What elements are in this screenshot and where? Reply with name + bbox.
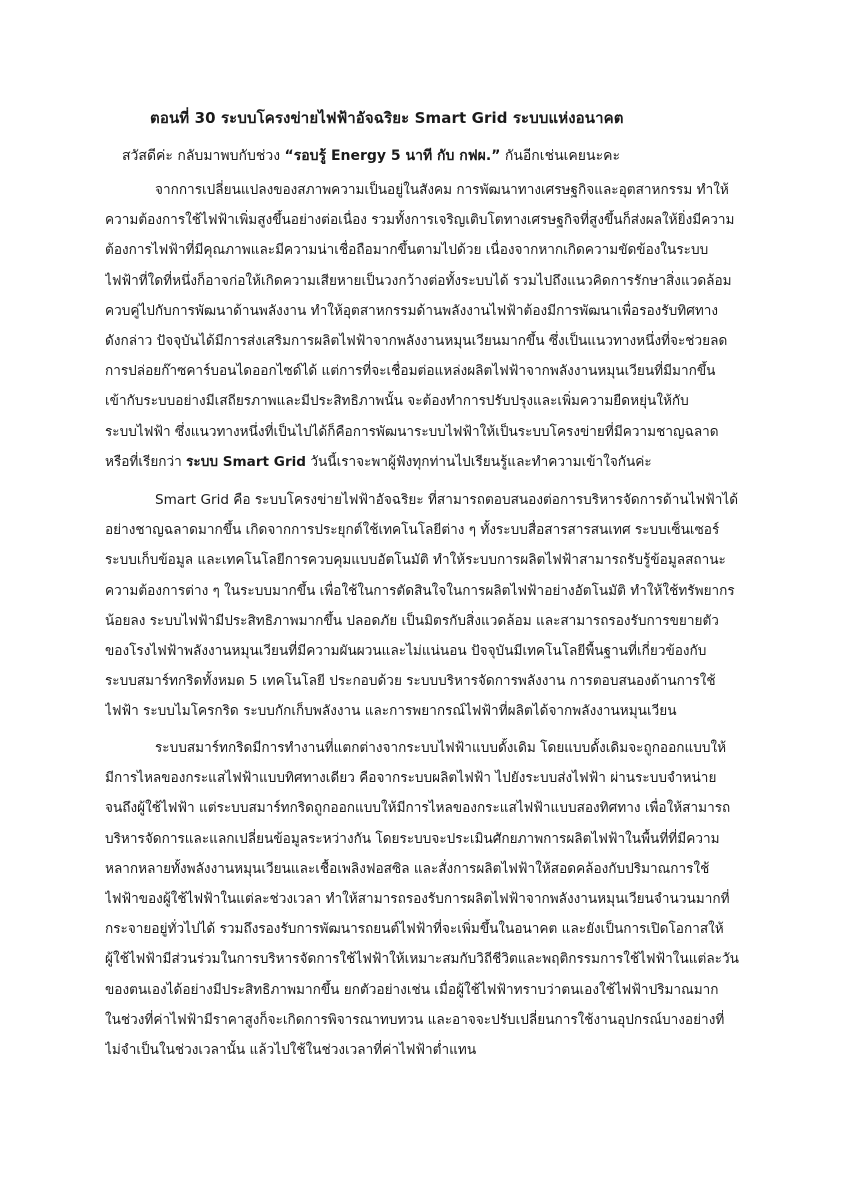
paragraph-line: ของโรงไฟฟ้าพลังงานหมุนเวียนที่มีความผันผวนและไม่แน่นอน ปัจจุบันมีเทคโนโลยีพื้นฐานที่เกี่ยวข้องกับ	[105, 642, 707, 659]
paragraph-line: บริหารจัดการและแลกเปลี่ยนข้อมูลระหว่างกัน โดยระบบจะประเมินศักยภาพการผลิตไฟฟ้าในพื้นที่ที่มีความ	[105, 830, 720, 847]
last-line-before: หรือที่เรียกว่า	[105, 453, 187, 470]
paragraph-line: มีการไหลของกระแสไฟฟ้าแบบทิศทางเดียว คือจากระบบผลิตไฟฟ้า ไปยังระบบส่งไฟฟ้า ผ่านระบบจำหน่าย	[105, 770, 717, 787]
paragraph-line: ระบบไฟฟ้า ซึ่งแนวทางหนึ่งที่เป็นไปได้ก็คือการพัฒนาระบบไฟฟ้าให้เป็นระบบโครงข่ายที่มีความชาญฉลาด	[105, 423, 719, 440]
paragraph-line: ของตนเองได้อย่างมีประสิทธิภาพมากขึ้น ยกตัวอย่างเช่น เมื่อผู้ใช้ไฟฟ้าทราบว่าตนเองใช้ไฟฟ้าปริมาณมาก	[105, 981, 719, 998]
paragraph-line: ไม่จำเป็นในช่วงเวลานั้น แล้วไปใช้ในช่วงเวลาที่ค่าไฟฟ้าต่ำแทน	[105, 1041, 477, 1058]
paragraph-line: ควบคู่ไปกับการพัฒนาด้านพลังงาน ทำให้อุตสาหกรรมด้านพลังงานไฟฟ้าต้องมีการพัฒนาเพื่อรองรับทิศทาง	[105, 302, 719, 319]
intro-after: กันอีกเช่นเคยนะคะ	[500, 148, 620, 164]
paragraph-line: ต้องการไฟฟ้าที่มีคุณภาพและมีความน่าเชื่อถือมากขึ้นตามไปด้วย เนื่องจากหากเกิดความขัดข้องในระบบ	[105, 242, 709, 259]
paragraph-line: ในช่วงที่ค่าไฟฟ้ามีราคาสูงก็จะเกิดการพิจารณาทบทวน และอาจจะปรับเปลี่ยนการใช้งานอุปกรณ์บางอย่างที่	[105, 1011, 725, 1028]
paragraph-line: ระบบสมาร์ทกริดทั้งหมด 5 เทคโนโลยี ประกอบด้วย ระบบบริหารจัดการพลังงาน การตอบสนองด้านการใช้	[105, 673, 716, 690]
paragraph-line: ระบบสมาร์ทกริดมีการทำงานที่แตกต่างจากระบบไฟฟ้าแบบดั้งเดิม โดยแบบดั้งเดิมจะถูกออกแบบให้	[155, 740, 727, 756]
paragraph-line: ไฟฟ้า ระบบไมโครกริด ระบบกักเก็บพลังงาน และการพยากรณ์ไฟฟ้าที่ผลิตได้จากพลังงานหมุนเวียน	[105, 703, 677, 720]
document-title: ตอนที่ 30 ระบบโครงข่ายไฟฟ้าอัจฉริยะ Smart Grid ระบบแห่งอนาคต	[150, 109, 624, 127]
paragraph-line: กระจายอยู่ทั่วไปได้ รวมถึงรองรับการพัฒนารถยนต์ไฟฟ้าที่จะเพิ่มขึ้นในอนาคต และยังเป็นการเปิดโอกาสให้	[105, 921, 724, 938]
smart-grid-term: ระบบ Smart Grid	[186, 453, 307, 470]
paragraph-line: ไฟฟ้าที่ใดที่หนึ่งก็อาจก่อให้เกิดความเสียหายเป็นวงกว้างต่อทั้งระบบได้ รวมไปถึงแนวคิดการรักษาสิ่งแวดล้อม	[105, 272, 732, 289]
paragraph-line: ไฟฟ้าของผู้ใช้ไฟฟ้าในแต่ละช่วงเวลา ทำให้สามารถรองรับการผลิตไฟฟ้าจากพลังงานหมุนเวียนจำนวนมากที่	[105, 890, 730, 907]
intro-program-name: “รอบรู้ Energy 5 นาที กับ กฟผ.”	[284, 148, 501, 164]
paragraph-line: การปล่อยก๊าซคาร์บอนไดออกไซด์ได้ แต่การที่จะเชื่อมต่อแหล่งผลิตไฟฟ้าจากพลังงานหมุนเวียนที่มีมากขึ้น	[105, 363, 716, 380]
paragraph-line: อย่างชาญฉลาดมากขึ้น เกิดจากการประยุกต์ใช้เทคโนโลยีต่าง ๆ ทั้งระบบสื่อสารสารสนเทศ ระบบเซ็นเซอร์	[105, 522, 720, 539]
paragraph-line: น้อยลง ระบบไฟฟ้ามีประสิทธิภาพมากขึ้น ปลอดภัย เป็นมิตรกับสิ่งแวดล้อม และสามารถรองรับการขยายตัว	[105, 612, 719, 629]
paragraph-2	[105, 490, 747, 732]
paragraph-line-last	[105, 452, 747, 482]
intro-line	[122, 146, 620, 166]
paragraph-line: จนถึงผู้ใช้ไฟฟ้า แต่ระบบสมาร์ทกริดถูกออกแบบให้มีการไหลของกระแสไฟฟ้าแบบสองทิศทาง เพื่อให้สามารถ	[105, 800, 731, 817]
paragraph-line: จากการเปลี่ยนแปลงของสภาพความเป็นอยู่ในสังคม การพัฒนาทางเศรษฐกิจและอุตสาหกรรม ทำให้	[155, 182, 729, 198]
intro-before: สวัสดีค่ะ กลับมาพบกับช่วง	[122, 148, 285, 164]
paragraph-line: ความต้องการต่าง ๆ ในระบบมากขึ้น เพื่อใช้ในการตัดสินใจในการผลิตไฟฟ้าอย่างอัตโนมัติ ทำให้ใช้ทรัพยากร	[105, 582, 735, 599]
paragraph-line: ผู้ใช้ไฟฟ้ามีส่วนร่วมในการบริหารจัดการใช้ไฟฟ้าให้เหมาะสมกับวิถีชีวิตและพฤติกรรมการใช้ไฟฟ้าในแต่ละวัน	[105, 951, 739, 968]
paragraph-line: หลากหลายทั้งพลังงานหมุนเวียนและเชื้อเพลิงฟอสซิล และสั่งการผลิตไฟฟ้าให้สอดคล้องกับปริมาณการใช้	[105, 860, 710, 877]
paragraph-3	[105, 738, 747, 1070]
paragraph-line: เข้ากับระบบอย่างมีเสถียรภาพและมีประสิทธิภาพนั้น จะต้องทำการปรับปรุงและเพิ่มความยืดหยุ่นให้กับ	[105, 393, 689, 410]
paragraph-line: ดังกล่าว ปัจจุบันได้มีการส่งเสริมการผลิตไฟฟ้าจากพลังงานหมุนเวียนมากขึ้น ซึ่งเป็นแนวทางหนึ่งที่จะช่วยลด	[105, 332, 728, 349]
paragraph-line: ระบบเก็บข้อมูล และเทคโนโลยีการควบคุมแบบอัตโนมัติ ทำให้ระบบการผลิตไฟฟ้าสามารถรับรู้ข้อมูลสถานะ	[105, 552, 726, 569]
paragraph-line: ความต้องการใช้ไฟฟ้าเพิ่มสูงขึ้นอย่างต่อเนื่อง รวมทั้งการเจริญเติบโตทางเศรษฐกิจที่สูงขึ้นก็ส่งผลให้ยิ่งมีความ	[105, 212, 735, 229]
last-line-after: วันนี้เราจะพาผู้ฟังทุกท่านไปเรียนรู้และทำความเข้าใจกันค่ะ	[306, 453, 652, 470]
paragraph-1	[105, 180, 747, 482]
paragraph-line: Smart Grid คือ ระบบโครงข่ายไฟฟ้าอัจฉริยะ ที่สามารถตอบสนองต่อการบริหารจัดการด้านไฟฟ้าได้	[155, 492, 739, 508]
